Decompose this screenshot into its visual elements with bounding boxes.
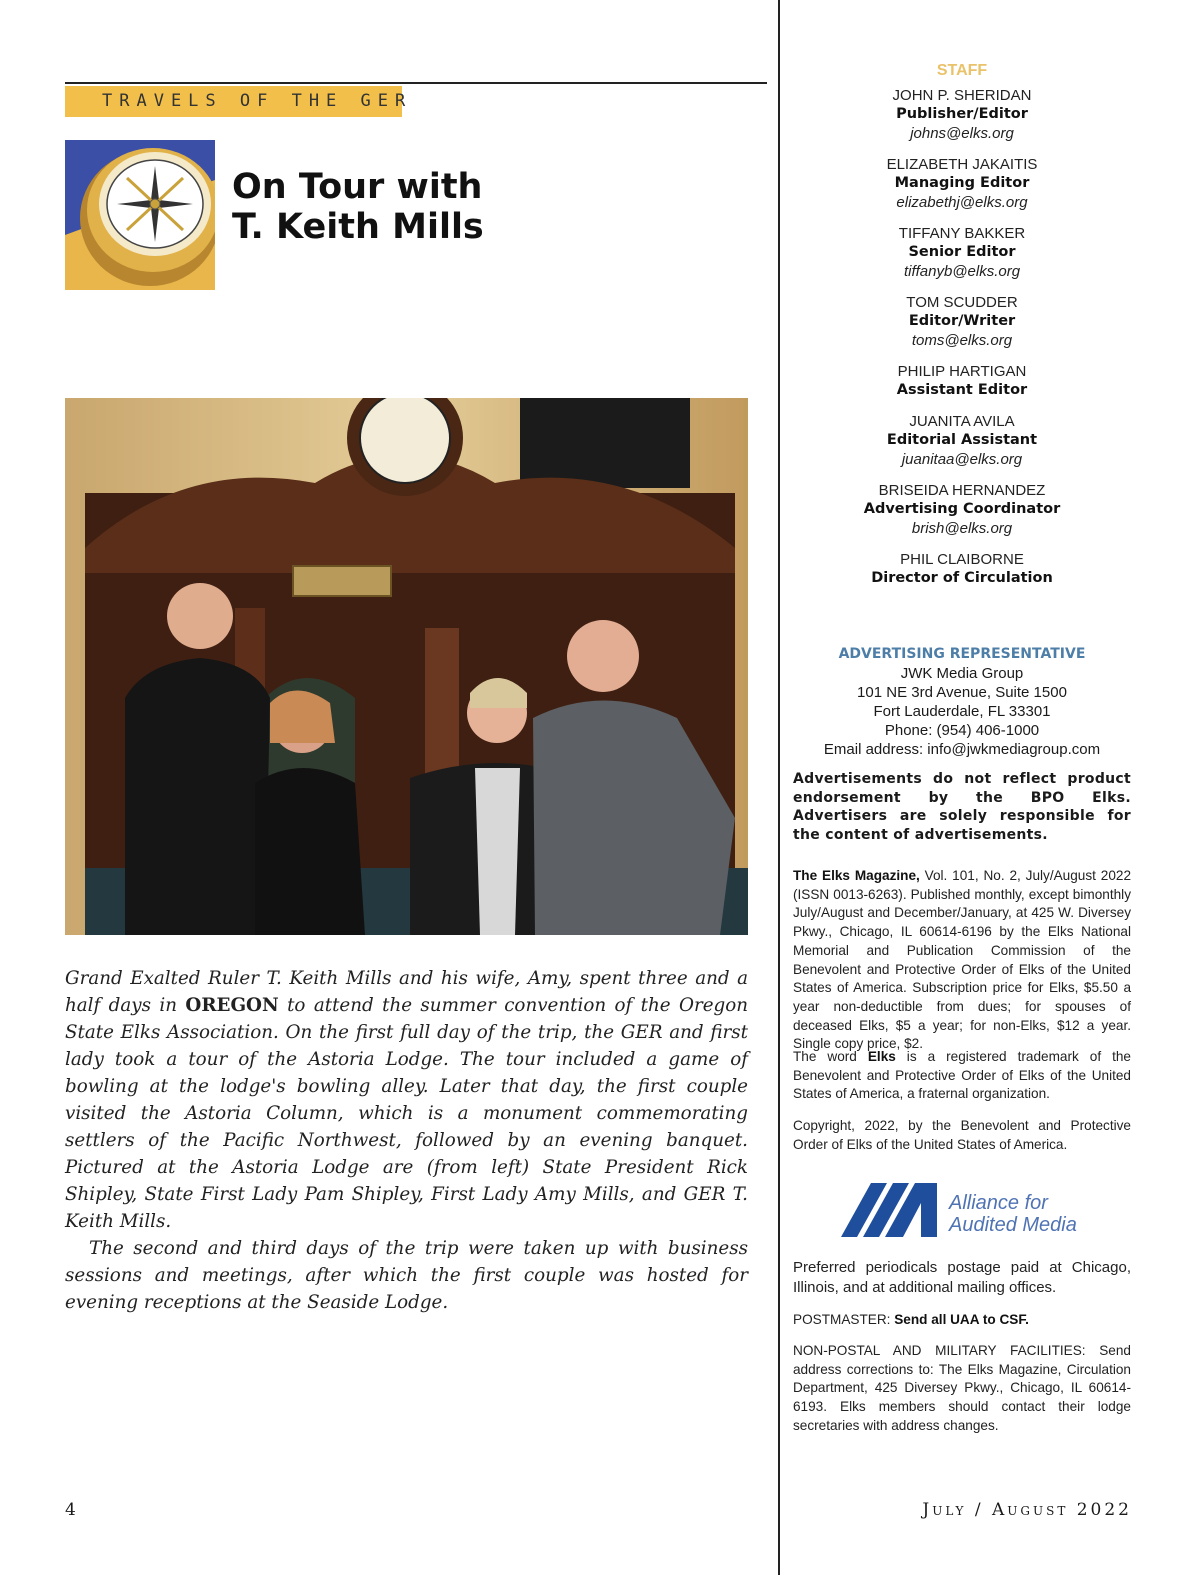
title-line-1: On Tour with — [232, 167, 483, 207]
staff-email[interactable]: brish@elks.org — [911, 520, 1013, 537]
top-rule — [65, 82, 767, 84]
staff-heading: STAFF — [936, 62, 988, 79]
adrep-heading: ADVERTISING REPRESENTATIVE — [838, 646, 1086, 662]
staff-name: ELIZABETH JAKAITIS — [886, 156, 1038, 173]
compass-icon — [65, 140, 215, 290]
title-line-2: T. Keith Mills — [232, 207, 484, 247]
adrep-address-line-1: 101 NE 3rd Avenue, Suite 1500 — [857, 684, 1067, 701]
article-title — [232, 167, 732, 247]
adrep-phone: Phone: (954) 406-1000 — [884, 722, 1040, 739]
staff-email[interactable]: toms@elks.org — [911, 332, 1013, 349]
staff-name: TIFFANY BAKKER — [898, 225, 1026, 242]
staff-name: PHILIP HARTIGAN — [897, 363, 1027, 380]
staff-role: Publisher/Editor — [896, 106, 1028, 122]
staff-role: Director of Circulation — [871, 570, 1053, 586]
staff-role: Editorial Assistant — [886, 432, 1038, 448]
publication-info: The Elks Magazine, Vol. 101, No. 2, July/August 2022 (ISSN 0013-6263). Published monthly, except bimonthly July/August and December/January, at 425 W. Diversey Pkwy., Chicago, IL 60614-6196 by the Elks National Memorial and Publication Commission of the Benevolent and Protective Order of Elks of the United States of America. Subscription price for Elks, $5.50 a year non-deductible from dues; for spouses of deceased Elks, $5 a year; for non-Elks, $12 a year. Single copy price, $2. — [793, 868, 1132, 1052]
staff-email[interactable]: elizabethj@elks.org — [896, 194, 1028, 211]
staff-entry — [793, 293, 1131, 350]
staff-role: Assistant Editor — [896, 382, 1028, 398]
postmaster-notice: POSTMASTER: Send all UAA to CSF. — [793, 1312, 1029, 1327]
magazine-name: The Elks Magazine, — [793, 868, 920, 883]
advertising-representative — [793, 645, 1131, 759]
staff-entry — [793, 362, 1131, 400]
staff-entry — [793, 86, 1131, 143]
staff-role: Managing Editor — [894, 175, 1030, 191]
aam-logo-line-2: Audited Media — [949, 1214, 1077, 1236]
staff-name: PHIL CLAIBORNE — [900, 551, 1024, 568]
adrep-address-line-2: Fort Lauderdale, FL 33301 — [873, 703, 1051, 720]
group-photo — [65, 398, 748, 935]
caption-paragraph-2: The second and third days of the trip were taken up with business sessions and meetings, after which the first couple was hosted for evening receptions at the Seaside Lodge. — [65, 1238, 748, 1313]
caption-emphasis: OREGON — [185, 995, 279, 1016]
staff-entry — [793, 412, 1131, 469]
staff-name: JOHN P. SHERIDAN — [892, 87, 1032, 104]
staff-entry — [793, 155, 1131, 212]
adrep-email[interactable]: Email address: info@jwkmediagroup.com — [823, 741, 1101, 758]
staff-name: TOM SCUDDER — [906, 294, 1018, 311]
staff-email[interactable]: juanitaa@elks.org — [901, 451, 1023, 468]
postage-notice: Preferred periodicals postage paid at Chicago, Illinois, and at additional mailing offices. — [793, 1259, 1131, 1296]
staff-email[interactable]: johns@elks.org — [910, 125, 1014, 142]
section-banner: TRAVELS OF THE GER — [65, 86, 402, 117]
staff-role: Editor/Writer — [908, 313, 1016, 329]
staff-role: Senior Editor — [908, 244, 1016, 260]
staff-name: BRISEIDA HERNANDEZ — [878, 482, 1046, 499]
staff-name: JUANITA AVILA — [909, 413, 1015, 430]
adrep-company: JWK Media Group — [900, 665, 1024, 682]
column-divider — [778, 0, 780, 1575]
ad-disclaimer: Advertisements do not reflect product endorsement by the BPO Elks. Advertisers are solely responsible for the content of advertisements. — [793, 771, 1131, 843]
caption-paragraph-1: Grand Exalted Ruler T. Keith Mills and his wife, Amy, spent three and a half days in OREGON to attend the summer convention of the Oregon State Elks Association. On the first full day of the trip, the GER and first lady took a tour of the Astoria Lodge. The tour included a game of bowling at the lodge's bowling alley. Later that day, the first couple visited the Astoria Column, which is a monument commemorating settlers of the Pacific Northwest, followed by an evening banquet. Pictured at the Astoria Lodge are (from left) State President Rick Shipley, State First Lady Pam Shipley, First Lady Amy Mills, and GER T. Keith Mills. — [65, 968, 749, 1232]
page-number: 4 — [65, 1500, 76, 1520]
aam-logo-line-1: Alliance for — [949, 1192, 1048, 1214]
staff-entry — [793, 224, 1131, 281]
staff-entry — [793, 550, 1131, 588]
photo-caption — [65, 965, 748, 1316]
masthead-sidebar — [793, 62, 1132, 1433]
aam-logo — [841, 1179, 1081, 1241]
nonpostal-notice: NON-POSTAL AND MILITARY FACILITIES: Send address corrections to: The Elks Magazine, Circulation Department, 425 Diversey Pkwy., Chicago, IL 60614-6193. Elks members should contact their lodge secretaries with address changes. — [793, 1343, 1131, 1433]
copyright-notice: Copyright, 2022, by the Benevolent and Protective Order of Elks of the United States of America. — [793, 1118, 1131, 1152]
issue-date: July / August 2022 — [922, 1500, 1132, 1520]
staff-entry — [793, 481, 1131, 538]
trademark-notice: The word Elks is a registered trademark of the Benevolent and Protective Order of Elks of the United States of America, a fraternal organization. — [793, 1049, 1131, 1102]
staff-role: Advertising Coordinator — [863, 501, 1061, 517]
staff-email[interactable]: tiffanyb@elks.org — [903, 263, 1021, 280]
